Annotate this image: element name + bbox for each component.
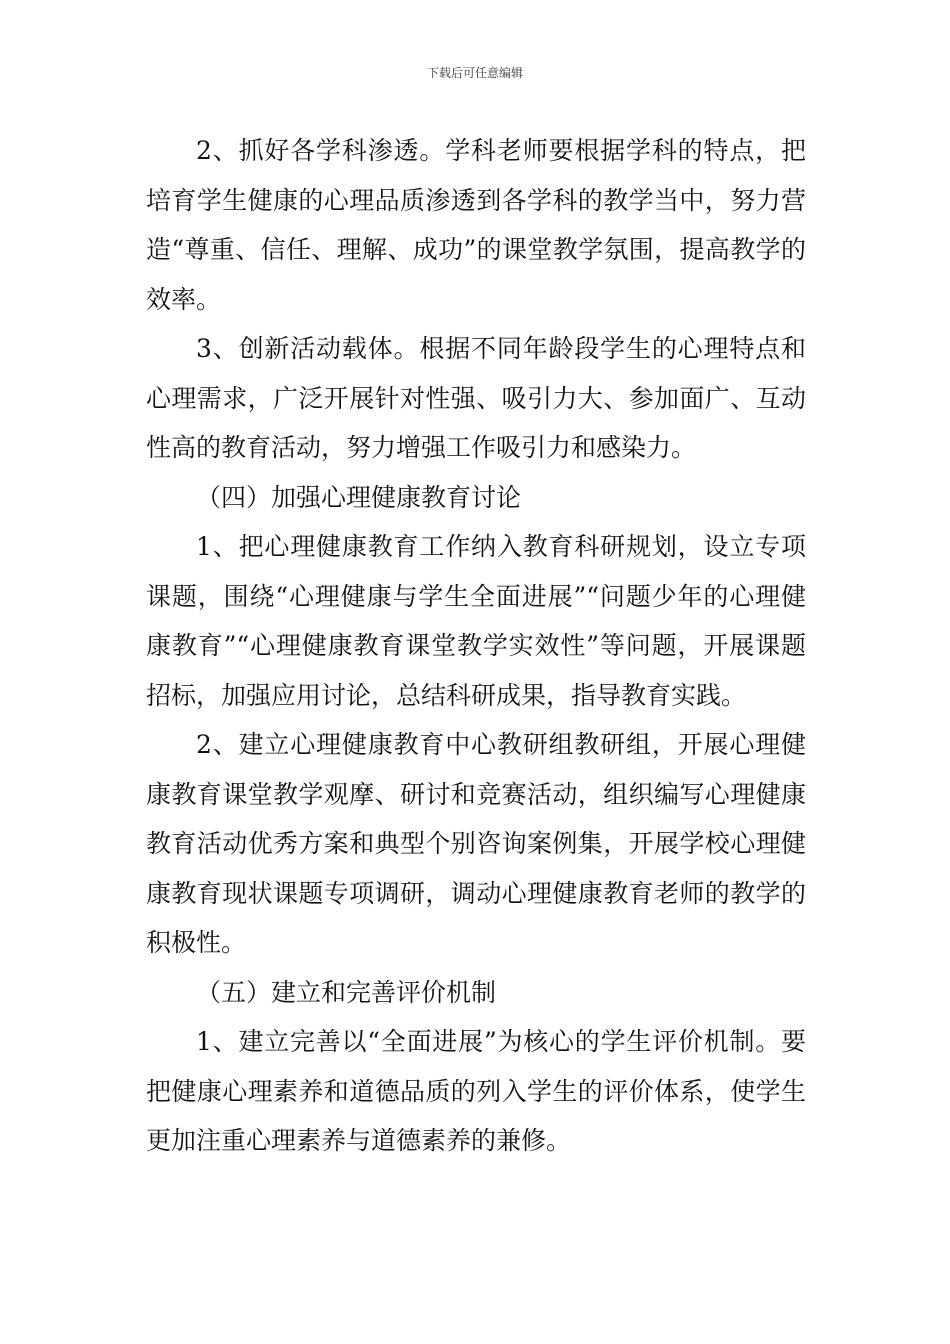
paragraph-evaluation-mechanism: 1、建立完善以“全面进展”为核心的学生评价机制。要把健康心理素养和道德品质的列入学生的评价体系，使学生更加注重心理素养与道德素养的兼修。 bbox=[146, 1027, 806, 1155]
page-header-note: 下载后可任意编辑 bbox=[426, 66, 523, 80]
section-heading-research: （四）加强心理健康教育讨论 bbox=[196, 482, 522, 512]
paragraph-activity-innovation: 3、创新活动载体。根据不同年龄段学生的心理特点和心理需求，广泛开展针对性强、吸引力大、参加面广、互动性高的教育活动，努力增强工作吸引力和感染力。 bbox=[146, 334, 806, 462]
document-body bbox=[146, 126, 806, 1166]
paragraph-subject-integration: 2、抓好各学科渗透。学科老师要根据学科的特点，把培育学生健康的心理品质渗透到各学科的教学当中，努力营造“尊重、信任、理解、成功”的课堂教学氛围，提高教学的效率。 bbox=[146, 136, 806, 314]
paragraph-teaching-research-group: 2、建立心理健康教育中心教研组教研组，开展心理健康教育课堂教学观摩、研讨和竞赛活动，组织编写心理健康教育活动优秀方案和典型个别咨询案例集，开展学校心理健康教育现状课题专项调研，调动心理健康教育老师的教学的积极性。 bbox=[146, 730, 806, 957]
paragraph-research-planning: 1、把心理健康教育工作纳入教育科研规划，设立专项课题，围绕“心理健康与学生全面进展”“问题少年的心理健康教育”“心理健康教育课堂教学实效性”等问题，开展课题招标，加强应用讨论，总结科研成果，指导教育实践。 bbox=[146, 532, 806, 710]
section-heading-evaluation: （五）建立和完善评价机制 bbox=[196, 977, 497, 1007]
